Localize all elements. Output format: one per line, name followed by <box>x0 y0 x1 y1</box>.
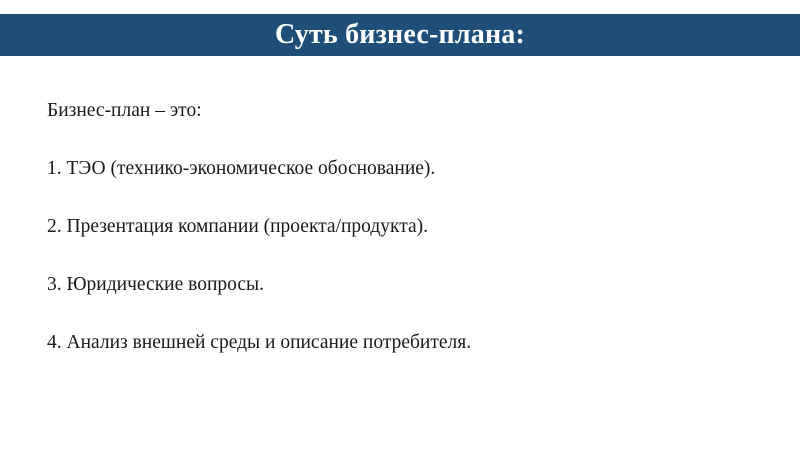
intro-text: Бизнес-план – это: <box>47 100 202 121</box>
list-item: 1. ТЭО (технико-экономическое обоснование). <box>47 158 436 179</box>
title-bar <box>0 14 800 56</box>
slide-title: Суть бизнес-плана: <box>274 19 526 50</box>
list-item: 3. Юридические вопросы. <box>47 274 265 295</box>
list-item: 2. Презентация компании (проекта/продукта). <box>47 216 429 237</box>
slide-body <box>47 98 767 355</box>
list-item: 4. Анализ внешней среды и описание потребителя. <box>47 332 472 353</box>
